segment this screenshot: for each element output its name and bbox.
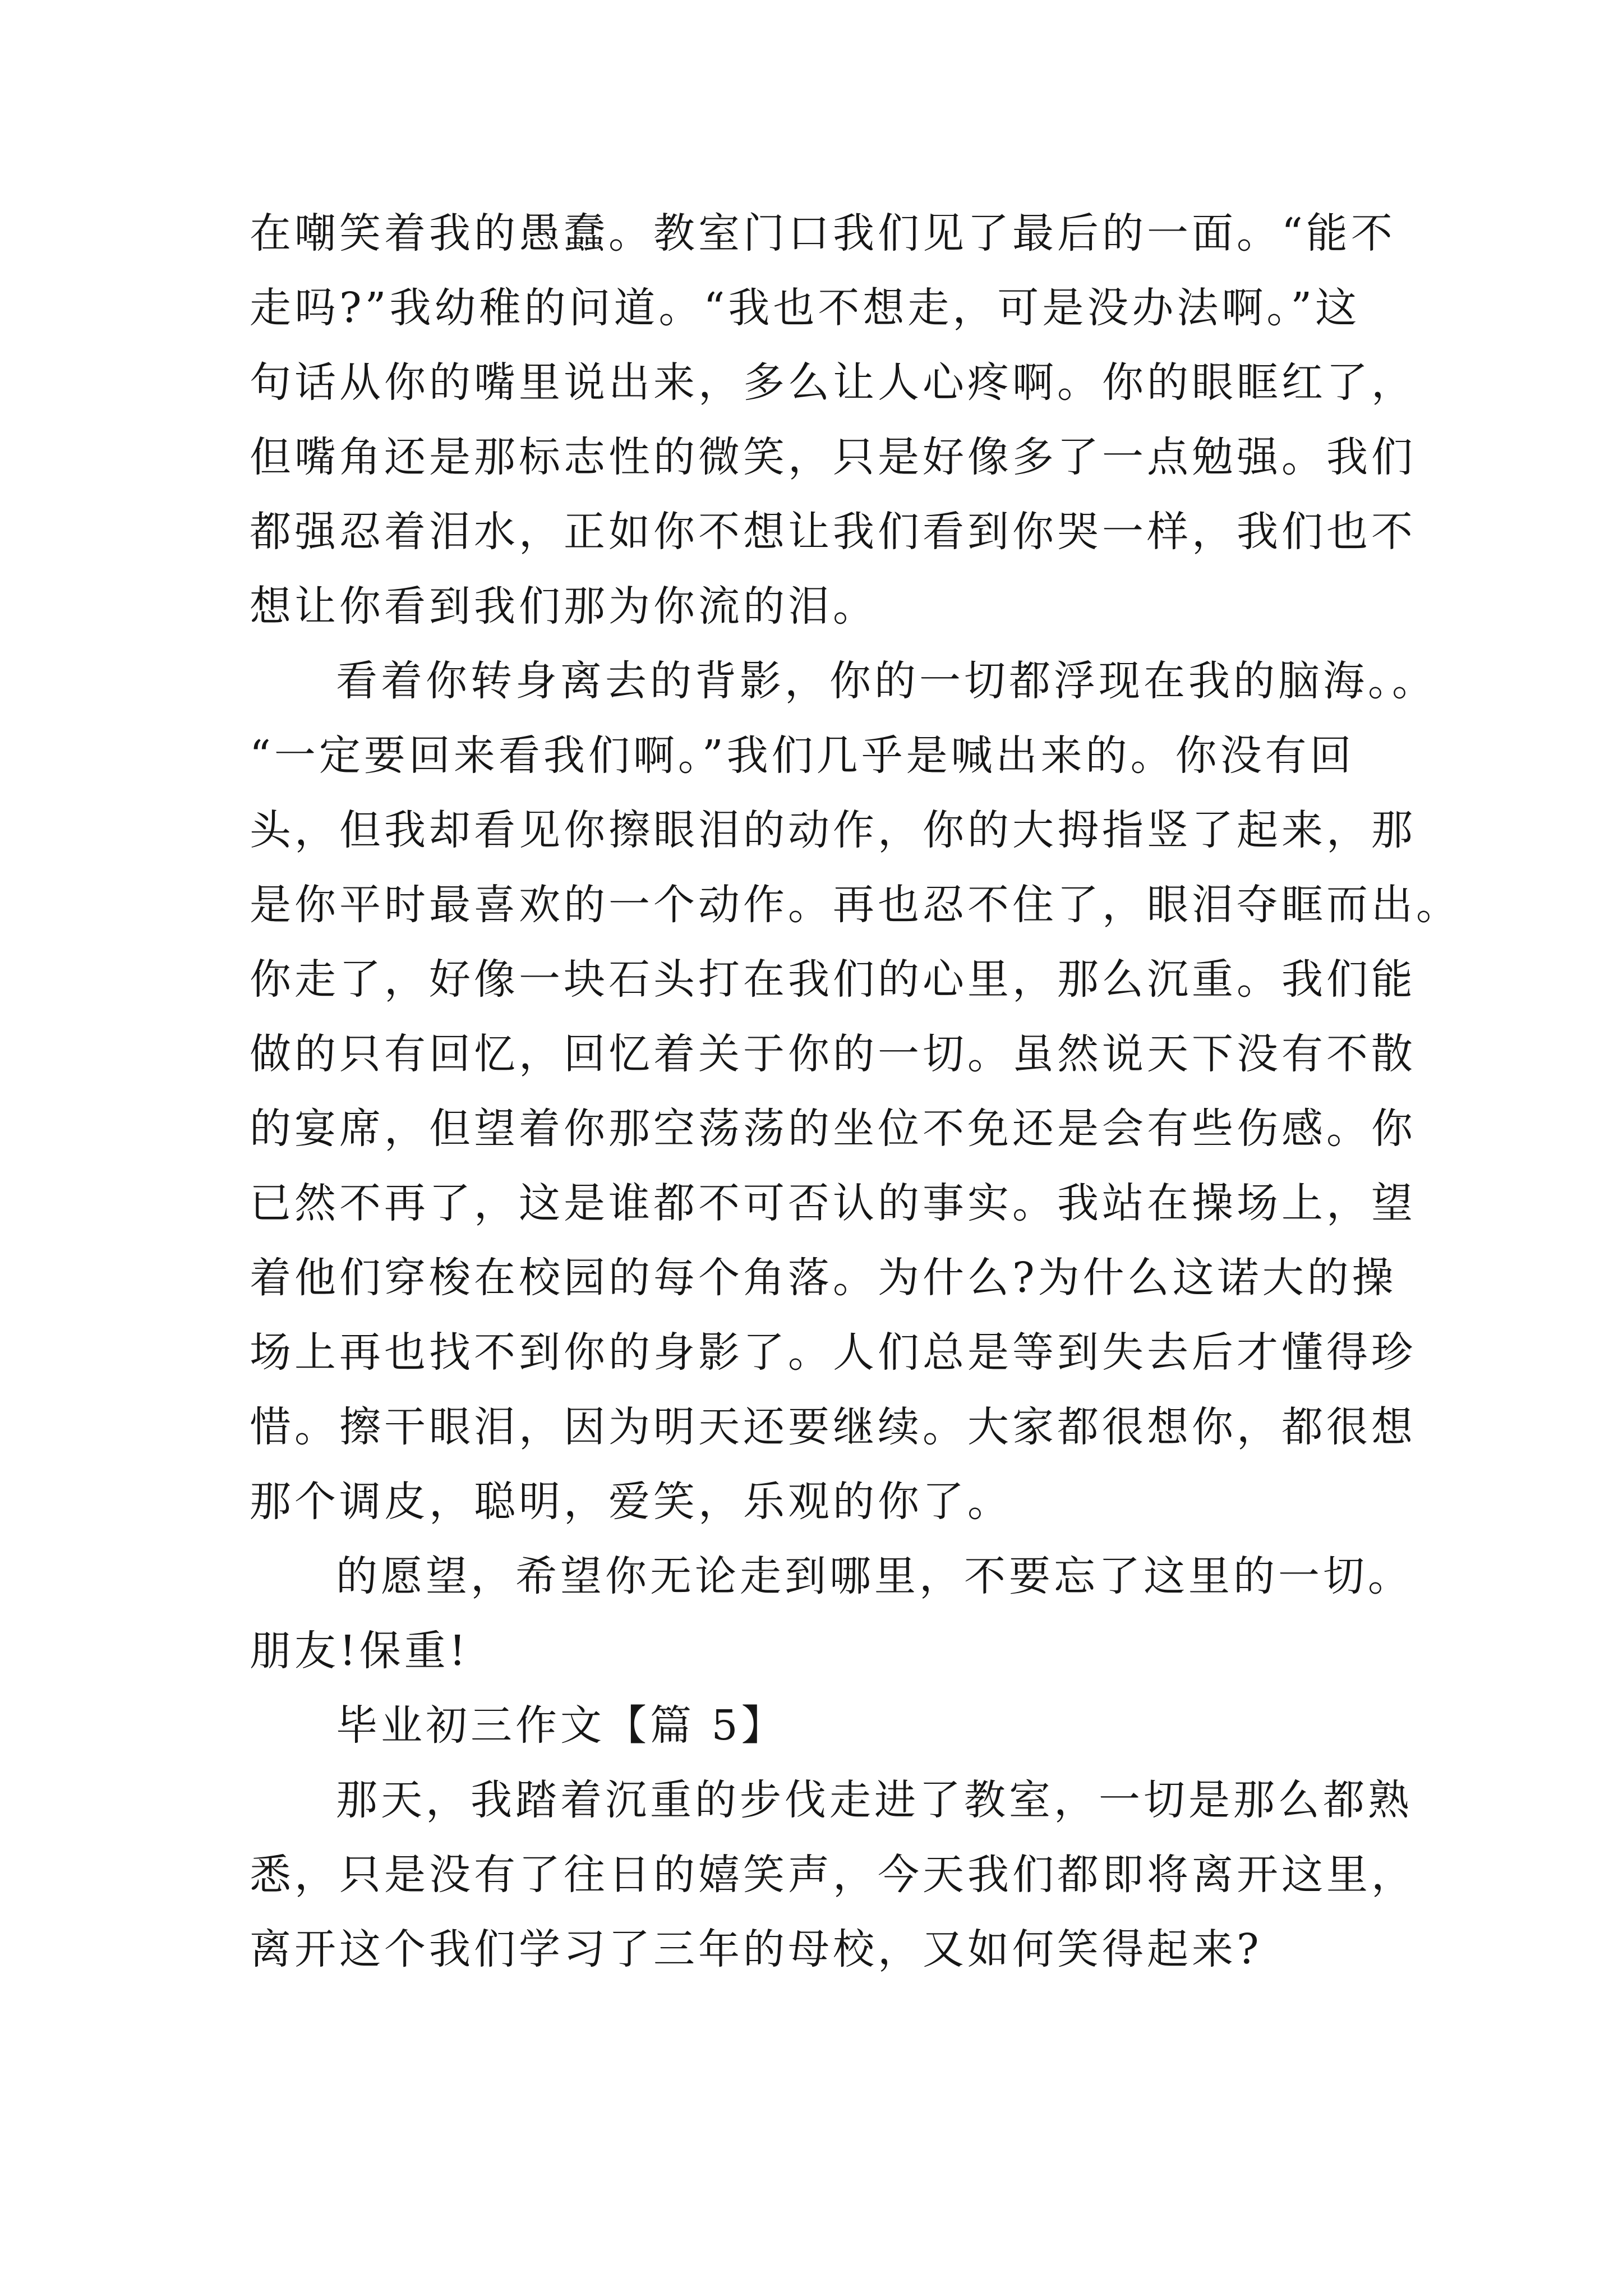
- text-line: 但嘴角还是那标志性的微笑，只是好像多了一点勉强。我们: [250, 433, 1416, 481]
- text-line: 在嘲笑着我的愚蠢。教室门口我们见了最后的一面。“能不: [250, 209, 1396, 257]
- paragraph-start-line: 看着你转身离去的背影，你的一切都浮现在我的脑海。。: [336, 657, 1437, 705]
- text-line: 头，但我却看见你擦眼泪的动作，你的大拇指竖了起来，那: [250, 806, 1416, 854]
- text-line: 离开这个我们学习了三年的母校，又如何笑得起来?: [250, 1925, 1262, 1973]
- text-line: 场上再也找不到你的身影了。人们总是等到失去后才懂得珍: [250, 1328, 1416, 1377]
- text-line: 做的只有回忆，回忆着关于你的一切。虽然说天下没有不散: [250, 1030, 1416, 1078]
- text-line: 悉，只是没有了往日的嬉笑声，今天我们都即将离开这里，: [250, 1851, 1416, 1899]
- text-line: 走吗?”我幼稚的问道。“我也不想走，可是没办法啊。”这: [250, 284, 1361, 332]
- text-line: 已然不再了，这是谁都不可否认的事实。我站在操场上，望: [250, 1179, 1416, 1227]
- paragraph-start-line: 的愿望，希望你无论走到哪里，不要忘了这里的一切。: [336, 1552, 1413, 1600]
- text-line: 你走了，好像一块石头打在我们的心里，那么沉重。我们能: [250, 955, 1416, 1004]
- text-line: 句话从你的嘴里说出来，多么让人心疼啊。你的眼眶红了，: [250, 358, 1416, 407]
- text-line: 那个调皮，聪明，爱笑，乐观的你了。: [250, 1478, 1012, 1526]
- article-body: [250, 196, 1461, 1987]
- text-line: 着他们穿梭在校园的每个角落。为什么?为什么这诺大的操: [250, 1254, 1397, 1302]
- text-line: 惜。擦干眼泪，因为明天还要继续。大家都很想你，都很想: [250, 1403, 1416, 1451]
- text-line: 想让你看到我们那为你流的泪。: [250, 582, 878, 631]
- text-line: “一定要回来看我们啊。”我们几乎是喊出来的。你没有回: [250, 731, 1355, 780]
- text-line: 朋友!保重!: [250, 1627, 469, 1675]
- text-line: 是你平时最喜欢的一个动作。再也忍不住了，眼泪夺眶而出。: [250, 881, 1461, 929]
- paragraph-start-line: 那天，我踏着沉重的步伐走进了教室，一切是那么都熟: [336, 1776, 1413, 1824]
- text-line: 的宴席，但望着你那空荡荡的坐位不免还是会有些伤感。你: [250, 1105, 1416, 1153]
- section-heading: 毕业初三作文【篇 5】: [336, 1701, 786, 1750]
- text-line: 都强忍着泪水，正如你不想让我们看到你哭一样，我们也不: [250, 508, 1416, 556]
